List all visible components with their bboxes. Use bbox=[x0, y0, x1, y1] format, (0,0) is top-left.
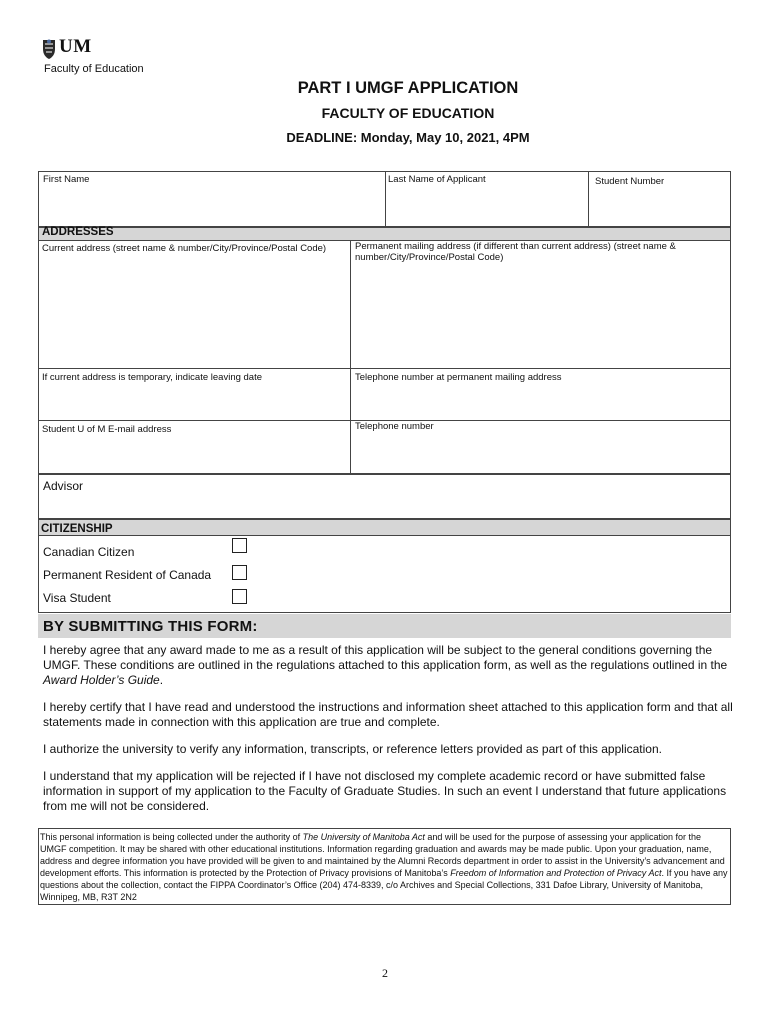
option-visa-student: Visa Student bbox=[43, 591, 111, 605]
agreement-end: . bbox=[159, 673, 164, 687]
canadian-citizen-checkbox[interactable] bbox=[232, 538, 247, 553]
student-number-field[interactable]: Student Number bbox=[595, 176, 665, 187]
permanent-resident-checkbox[interactable] bbox=[232, 565, 247, 580]
privacy-text-1: This personal information is being collected under the authority of bbox=[40, 832, 303, 842]
agreement-paragraph bbox=[43, 643, 733, 688]
addresses-section bbox=[38, 227, 731, 474]
faculty-name: Faculty of Education bbox=[44, 63, 144, 75]
advisor-field[interactable]: Advisor bbox=[43, 479, 84, 493]
privacy-notice bbox=[40, 831, 730, 903]
authorize-paragraph: I authorize the university to verify any information, transcripts, or reference letters provided as part of this application. bbox=[43, 742, 662, 756]
email-field[interactable]: Student U of M E-mail address bbox=[42, 424, 172, 435]
visa-student-checkbox[interactable] bbox=[232, 589, 247, 604]
um-act: The University of Manitoba Act bbox=[302, 832, 425, 842]
logo-um-text: UM bbox=[59, 36, 92, 57]
option-permanent-resident: Permanent Resident of Canada bbox=[43, 568, 212, 582]
crest-icon bbox=[41, 38, 57, 60]
permanent-phone-field[interactable]: Telephone number at permanent mailing address bbox=[355, 372, 562, 383]
addresses-heading: ADDRESSES bbox=[42, 226, 114, 238]
last-name-field[interactable]: Last Name of Applicant bbox=[388, 174, 486, 185]
privacy-text-3: . If you have any questions about the collection, contact the FIPPA Coordinator’s Office (204) 474-8339, c/o Archives and Special Collections, 331 Dafoe Library, University of Manitoba, Winnipeg, MB, R3T 2N2 bbox=[40, 868, 728, 902]
page-title: PART I UMGF APPLICATION bbox=[297, 79, 519, 97]
university-logo bbox=[39, 36, 159, 80]
permanent-address-field[interactable]: Permanent mailing address (if different than current address) (street name & number/City/Province/Postal Code) bbox=[355, 241, 676, 263]
citizenship-heading: CITIZENSHIP bbox=[41, 523, 113, 535]
agreement-text: I hereby agree that any award made to me as a result of this application will be subject to the general conditions governing the UMGF. These conditions are outlined in the regulations attached to this application form, as well as the regulations outlined in the bbox=[43, 643, 728, 672]
award-holders-guide: Award Holder’s Guide bbox=[43, 673, 160, 687]
page-number: 2 bbox=[382, 966, 388, 980]
understand-paragraph: I understand that my application will be rejected if I have not disclosed my complete academic record or have submitted false information in support of my application to the Faculty of Graduate Studies. In such an event I understand that future applications from me will not be considered. bbox=[43, 769, 727, 813]
option-canadian-citizen: Canadian Citizen bbox=[43, 545, 135, 559]
certify-paragraph: I hereby certify that I have read and understood the instructions and information sheet attached to this application form and that all statements made in connection with this application are true and complete. bbox=[43, 700, 733, 729]
page-subtitle: FACULTY OF EDUCATION bbox=[321, 105, 495, 121]
deadline: DEADLINE: Monday, May 10, 2021, 4PM bbox=[286, 130, 530, 145]
current-address-field[interactable]: Current address (street name & number/City/Province/Postal Code) bbox=[42, 243, 327, 254]
leaving-date-field[interactable]: If current address is temporary, indicate leaving date bbox=[42, 372, 263, 383]
privacy-text-2: and will be used for the purpose of assessing your application for the UMGF competition. It may be shared with other educational institutions. Information regarding graduation and awards may be made public. Upon your graduation, name, address and degree information you have provided will be given to and maintained by the Alumni Records department in order to assist in the University’s advancement and development efforts. This information is protected by the Protection of Privacy provisions of Manitoba’s bbox=[40, 832, 725, 878]
fippa-act: Freedom of Information and Protection of Privacy Act bbox=[450, 868, 662, 878]
submission-heading: BY SUBMITTING THIS FORM: bbox=[43, 618, 258, 635]
advisor-row bbox=[38, 474, 731, 519]
phone-field[interactable]: Telephone number bbox=[355, 421, 434, 432]
first-name-field[interactable]: First Name bbox=[43, 174, 90, 185]
